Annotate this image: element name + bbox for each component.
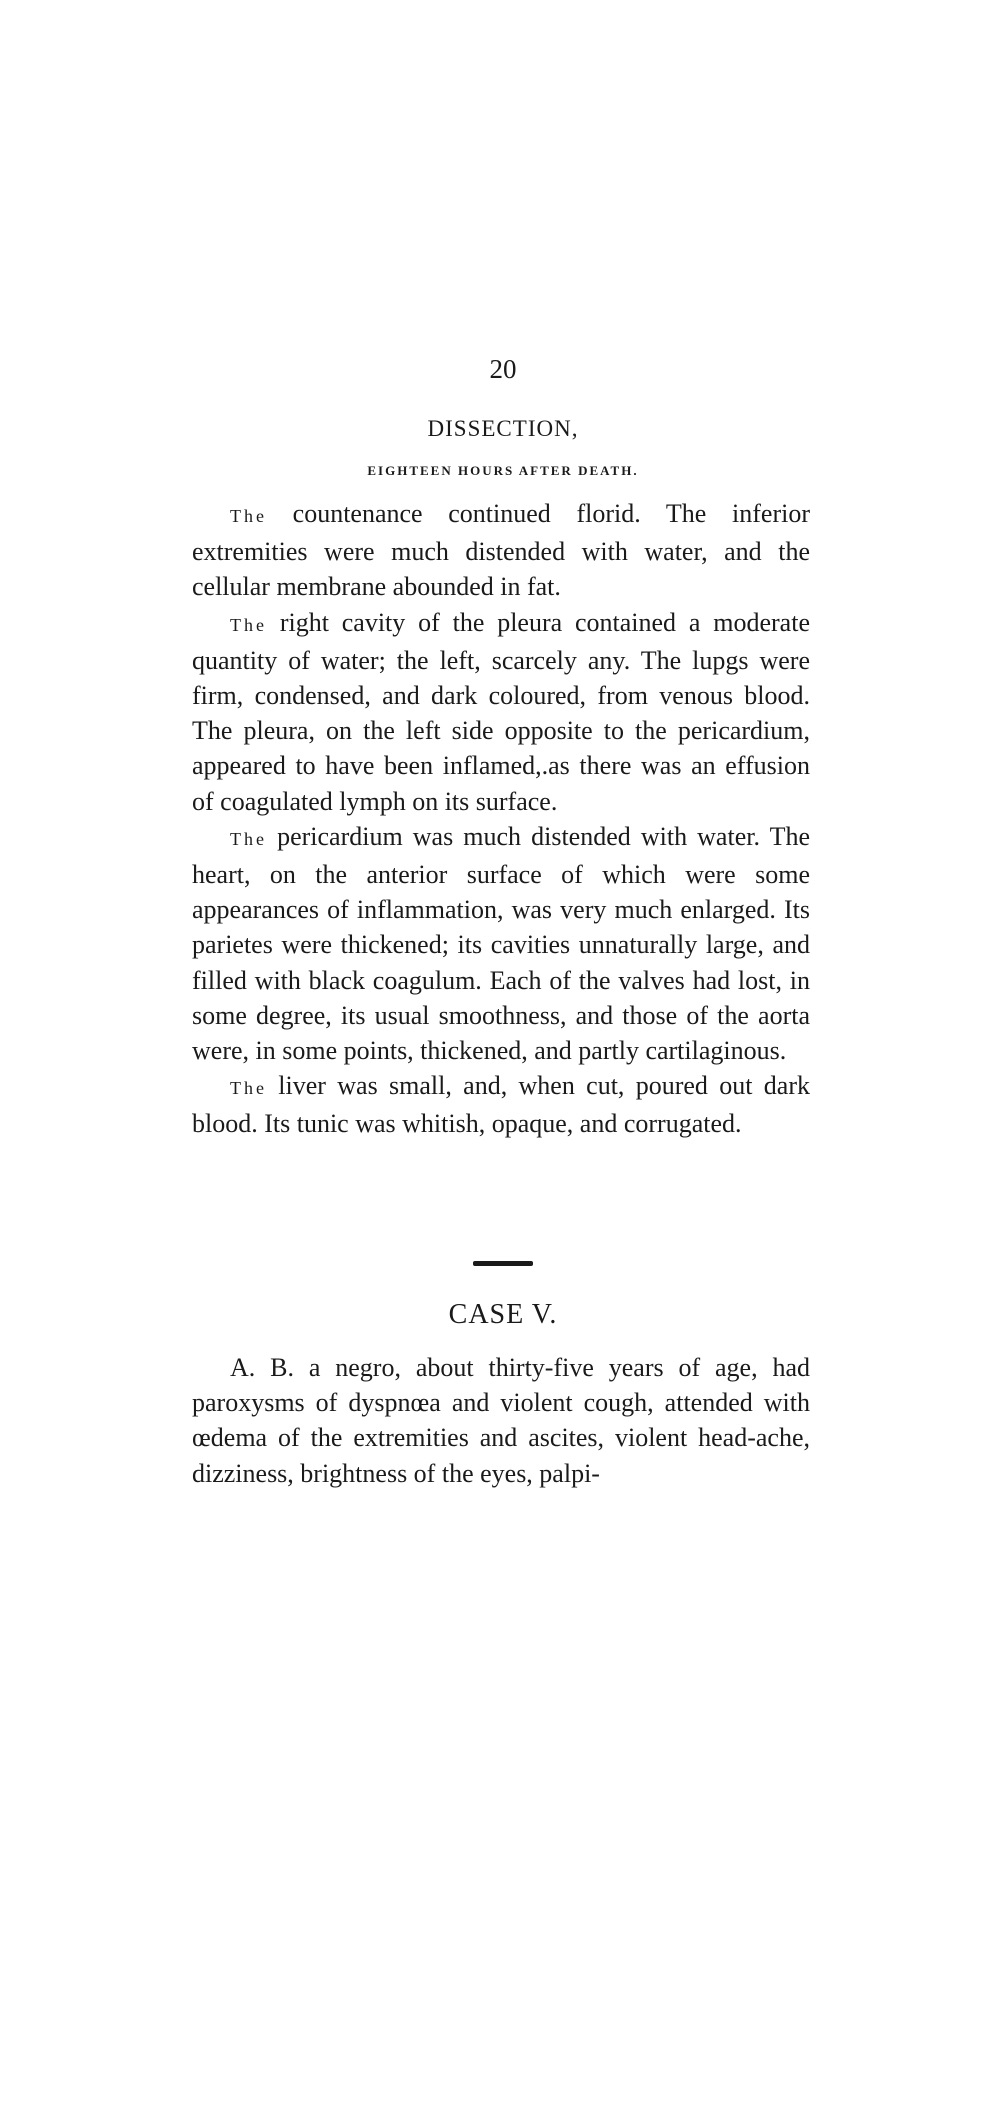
small-caps-lead: The (230, 506, 267, 526)
case-text (192, 1350, 810, 1491)
section-divider (473, 1261, 533, 1266)
paragraph-text: right cavity of the pleura contained a moderate quantity of water; the left, scarcely any. The lupgs were firm, condensed, and dark coloured, from venous blood. The pleura, on the left side opposite to the pericardium, appeared to have been inflamed,.as there was an effusion of coagulated lymph on its surface. (192, 607, 810, 816)
paragraph-text: countenance continued florid. The inferior extremities were much distended with water, and the cellular membrane abounded in fat. (192, 499, 810, 602)
small-caps-lead: The (230, 1078, 267, 1099)
section-subheading: EIGHTEEN HOURS AFTER DEATH. (367, 463, 639, 478)
small-caps-lead: The (230, 614, 267, 635)
paragraph (192, 496, 810, 605)
page-number: 20 (489, 354, 517, 384)
case-title: CASE V. (448, 1299, 558, 1330)
section-heading: DISSECTION, (427, 416, 579, 441)
paragraph (192, 605, 810, 819)
paragraph: A. B. a negro, about thirty-five years of age, had paroxysms of dyspnœa and violent cough, attended with œdema of the extremities and ascites, violent head-ache, dizziness, brightness of the eyes, palpi- (192, 1353, 810, 1488)
small-caps-lead: The (230, 828, 267, 849)
dissection-text (192, 496, 810, 1142)
paragraph (192, 1068, 810, 1141)
paragraph-text: liver was small, and, when cut, poured out dark blood. Its tunic was whitish, opaque, and corrugated. (192, 1071, 810, 1139)
paragraph (192, 819, 810, 1068)
paragraph-text: pericardium was much distended with water. The heart, on the anterior surface of which were some appearances of inflammation, was very much enlarged. Its parietes were thickened; its cavities unnaturally large, and filled with black coagulum. Each of the valves had lost, in some degree, its usual smoothness, and those of the aorta were, in some points, thickened, and partly cartilaginous. (192, 821, 810, 1066)
